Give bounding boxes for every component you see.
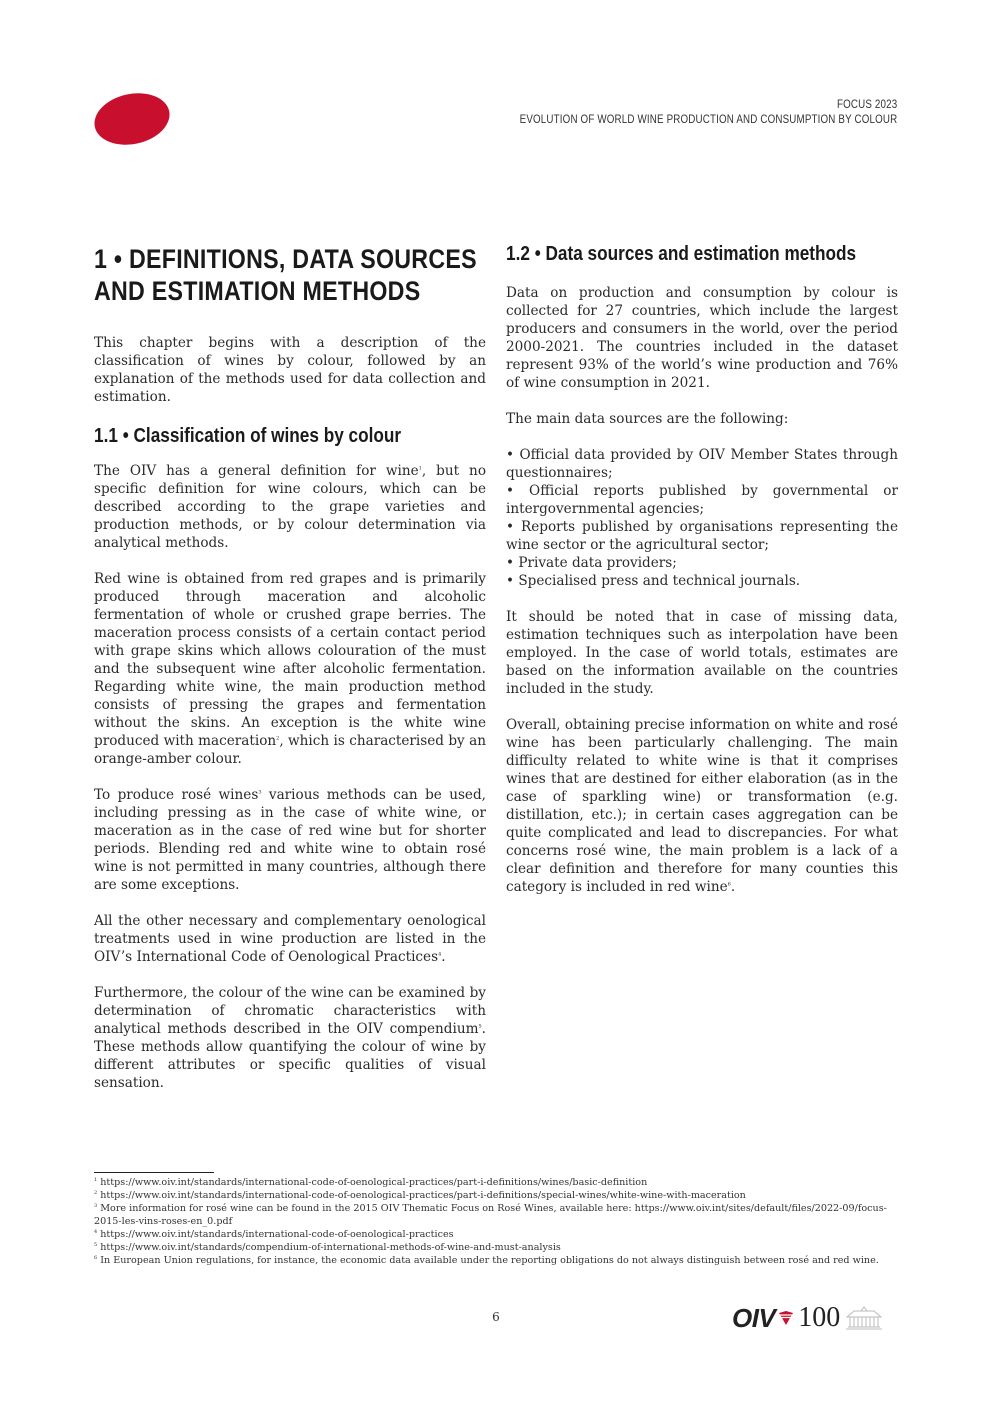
footnotes xyxy=(94,1176,898,1267)
section-1-1-heading: 1.1 • Classification of wines by colour xyxy=(94,425,402,447)
paragraph-sources-intro: The main data sources are the following: xyxy=(506,411,789,427)
header-line-1: FOCUS 2023 xyxy=(836,99,897,111)
footnote-5: $^5$ https://www.oiv.int/standards/compendium-of-international-methods-of-wine-and-must-analysis xyxy=(94,1241,561,1253)
right-column xyxy=(506,240,898,896)
chapter-title-line-2: AND ESTIMATION METHODS xyxy=(94,276,421,306)
list-item: • Private data providers; xyxy=(506,555,677,571)
oiv-logo-number: 100 xyxy=(798,1302,841,1333)
paragraph-red-white-wine: Red wine is obtained from red grapes and is primarily produced through maceration and alcoholic fermentation of whole or crushed grape berries. The maceration process consists of a certain contact period with grape skins which allows colouration of the must and the subsequent wine after alcoholic fermentation. Regarding white wine, the main production method consists of pressing the grapes and fermentation without the skins. An exception is the white wine produced with maceration$^2$, which is characterised by an orange-amber colour. xyxy=(94,571,486,767)
intro-paragraph: This chapter begins with a description of the classification of wines by colour, followed by an explanation of the methods used for data collection and estimation. xyxy=(94,335,486,405)
paragraph-data-coverage: Data on production and consumption by colour is collected for 27 countries, which include the largest producers and consumers in the world, over the period 2000-2021. The countries included in the dataset represent 93% of the world’s wine production and 76% of wine consumption in 2021. xyxy=(506,285,898,391)
footnote-ref-1: 1 xyxy=(418,465,422,472)
left-column xyxy=(94,240,486,1092)
chapter-title-line-1: 1 • DEFINITIONS, DATA SOURCES xyxy=(94,244,477,274)
footnote-divider xyxy=(94,1172,214,1173)
building-icon xyxy=(844,1305,884,1331)
grape-leaf-icon xyxy=(777,1310,795,1326)
footnote-6: $^6$ In European Union regulations, for instance, the economic data available under the reporting obligations do not always distinguish between rosé and red wine. xyxy=(94,1254,879,1266)
running-header xyxy=(519,98,897,128)
header-line-2: EVOLUTION OF WORLD WINE PRODUCTION AND CONSUMPTION BY COLOUR xyxy=(519,114,897,126)
paragraph-chromatic-characteristics: Furthermore, the colour of the wine can be examined by determination of chromatic characteristics with analytical methods described in the OIV compendium$^5$. These methods allow quantifying the colour of wine by different attributes or specific qualities of visual sensation. xyxy=(94,985,486,1091)
paragraph-rose-wine: To produce rosé wines$^3$ various methods can be used, including pressing as in the case of white wine, or maceration as in the case of red wine but for shorter periods. Blending red and white wine to obtain rosé wine is not permitted in many countries, although there are some exceptions. xyxy=(94,787,486,893)
focus-logo-red-blob xyxy=(90,87,175,152)
footnote-ref-2: 2 xyxy=(276,735,280,742)
footnote-3: $^3$ More information for rosé wine can be found in the 2015 OIV Thematic Focus on Rosé Wines, available here: https://www.oiv.int/sites/default/files/2022-09/focus-2015-les-vins-roses-en_0.pdf xyxy=(94,1202,887,1227)
paragraph-missing-data: It should be noted that in case of missing data, estimation techniques such as interpolation have been employed. In the case of world totals, estimates are based on the information available on the countries included in the study. xyxy=(506,609,898,697)
list-item: • Official reports published by governmental or intergovernmental agencies; xyxy=(506,483,898,517)
data-sources-list xyxy=(506,446,898,590)
footnote-ref-6: 6 xyxy=(727,881,731,888)
footnote-1: $^1$ https://www.oiv.int/standards/international-code-of-oenological-practices/part-i-definitions/wines/basic-definition xyxy=(94,1176,648,1188)
footnote-2: $^2$ https://www.oiv.int/standards/international-code-of-oenological-practices/part-i-definitions/special-wines/white-wine-with-maceration xyxy=(94,1189,746,1201)
chapter-title xyxy=(94,243,485,307)
footnote-ref-4: 4 xyxy=(438,951,442,958)
oiv-100-logo xyxy=(732,1302,884,1334)
oiv-logo-text: OIV xyxy=(732,1302,776,1333)
paragraph-oenological-treatments: All the other necessary and complementary oenological treatments used in wine production are listed in the OIV’s International Code of Oenological Practices$^4$. xyxy=(94,913,486,965)
footnote-4: $^4$ https://www.oiv.int/standards/international-code-of-oenological-practices xyxy=(94,1228,454,1240)
list-item: • Specialised press and technical journals. xyxy=(506,573,801,589)
paragraph-white-rose-challenges: Overall, obtaining precise information on white and rosé wine has been particularly challenging. The main difficulty related to white wine is that it comprises wines that are destined for either elaboration (as in the case of sparkling wine) or transformation (e.g. distillation, etc.); in certain cases aggregation can be quite complicated and lead to discrepancies. For what concerns rosé wine, the main problem is a lack of a clear definition and therefore for many counties this category is included in red wine$^6$. xyxy=(506,717,898,895)
section-1-2-heading: 1.2 • Data sources and estimation methods xyxy=(506,243,857,265)
page-number: 6 xyxy=(492,1310,500,1324)
footnote-ref-5: 5 xyxy=(478,1023,482,1030)
paragraph-oiv-definition: The OIV has a general definition for wine$^1$, but no specific definition for wine colours, which can be described according to the grape varieties and production methods, or by colour determination via analytical methods. xyxy=(94,463,487,551)
list-item: • Reports published by organisations representing the wine sector or the agricultural sector; xyxy=(506,519,898,553)
list-item: • Official data provided by OIV Member States through questionnaires; xyxy=(506,447,898,481)
footnote-ref-3: 3 xyxy=(258,789,262,796)
